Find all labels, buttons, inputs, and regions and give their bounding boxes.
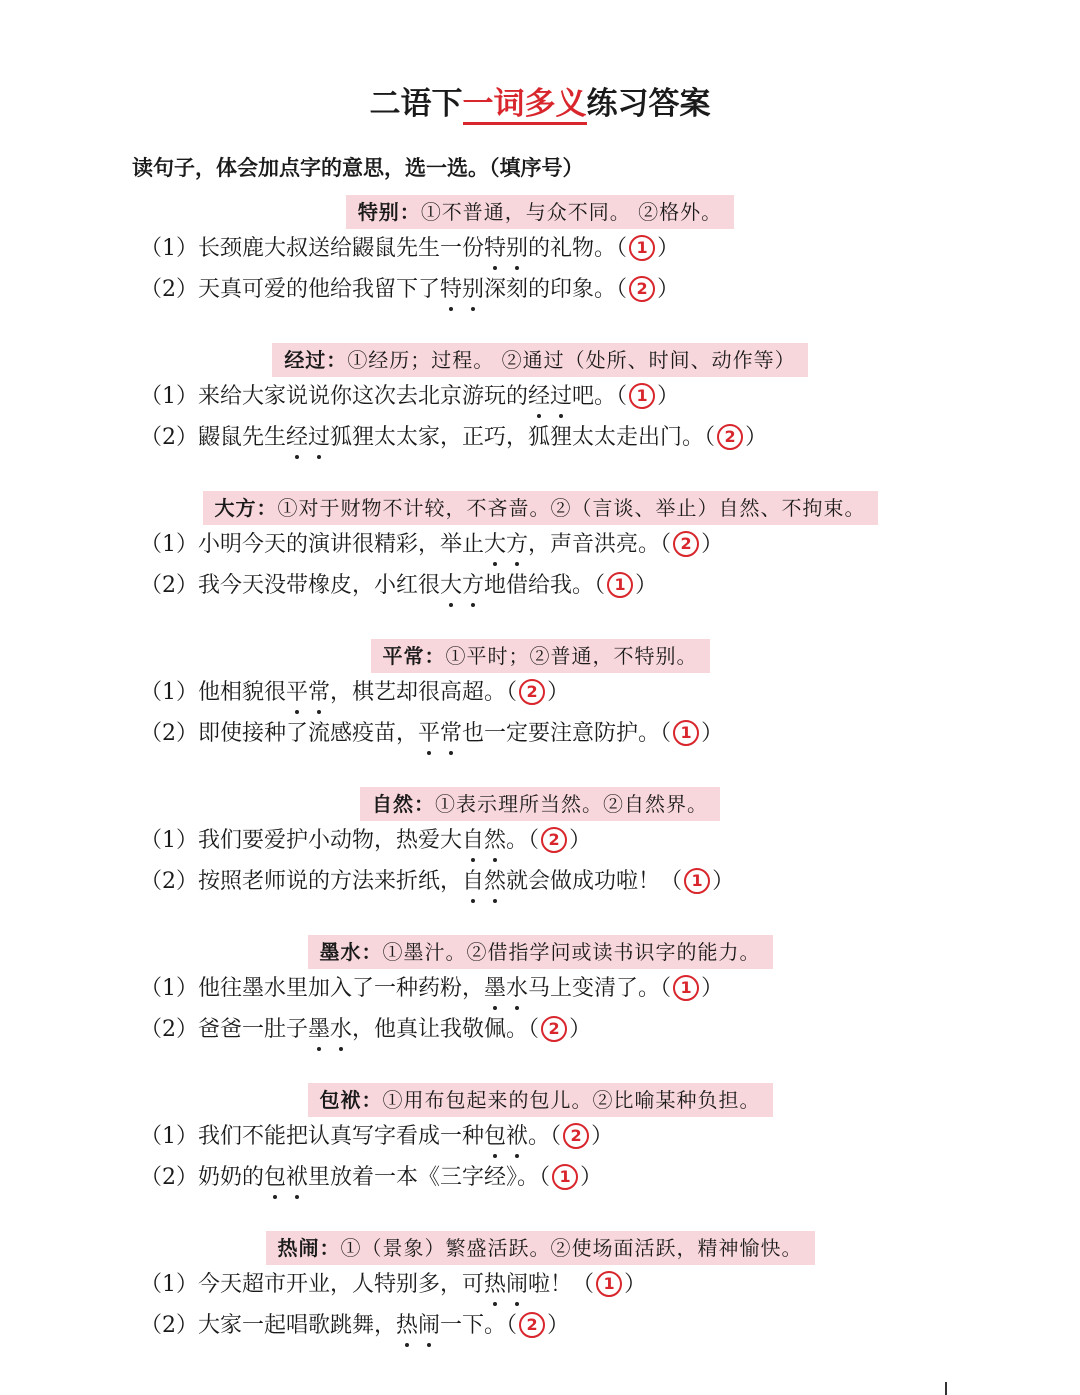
sentence-number: （1）: [140, 532, 198, 557]
sentence-text: 啦！（: [528, 1272, 595, 1297]
definition-word: 墨水：: [319, 940, 383, 964]
word-section: [0, 1083, 1080, 1190]
answer-circle: 1: [629, 383, 655, 409]
sentence-text: 。（: [506, 828, 540, 853]
answer-circle: 2: [673, 531, 699, 557]
sentence-close: ）: [569, 828, 592, 853]
word-section: [0, 195, 1080, 302]
sentence-text: 他相貌很: [198, 680, 287, 705]
sentence-row: [140, 1270, 646, 1300]
dotted-keyword: [484, 1272, 528, 1297]
sentence-number: （2）: [140, 721, 198, 746]
definition-word: 大方：: [214, 496, 278, 520]
definition-row: [0, 787, 1080, 821]
dotted-char: 平: [418, 719, 440, 749]
sentence-text: ，他真让我敬佩。（: [352, 1017, 540, 1042]
dotted-char: 然: [484, 826, 506, 856]
sentence-text: 大家一起唱歌跳舞，: [198, 1313, 397, 1338]
sentence-row: [140, 826, 591, 856]
definition-box: [308, 1083, 773, 1117]
definition-word: 包袱：: [319, 1088, 383, 1112]
sentence-row: [140, 719, 723, 749]
sentence-close: ）: [701, 532, 724, 557]
instruction: 读句子，体会加点字的意思，选一选。（填序号）: [132, 155, 584, 180]
sentence-row: [140, 678, 569, 708]
sentence-close: ）: [569, 1017, 592, 1042]
answer-circle: 1: [673, 975, 699, 1001]
sentence-row: [140, 423, 767, 453]
title-prefix: 二语下: [369, 86, 463, 122]
definition-box: [266, 1231, 815, 1265]
dotted-char: 袱: [506, 1122, 528, 1152]
sentence-text: ，棋艺却很高超。（: [330, 680, 518, 705]
sentence-text: ，声音洪亮。（: [528, 532, 672, 557]
sentence-number: （2）: [140, 425, 198, 450]
sentence-close: ）: [591, 1124, 614, 1149]
dotted-char: 大: [484, 530, 506, 560]
sentence-text: 里放着一本《三字经》。（: [308, 1165, 551, 1190]
sentence-close: ）: [635, 573, 658, 598]
sentence-row: [140, 1122, 613, 1152]
definition-word: 自然：: [372, 792, 435, 816]
definition-word: 热闹：: [277, 1236, 341, 1260]
title-suffix: 练习答案: [586, 86, 711, 122]
definition-row: [0, 195, 1080, 229]
sentence-close: ）: [657, 384, 680, 409]
definition-text: ①墨汁。②借指学问或读书识字的能力。: [382, 940, 761, 964]
definition-row: [0, 491, 1080, 525]
definition-text: ①用布包起来的包儿。②比喻某种负担。: [382, 1088, 761, 1112]
answer-circle: 1: [684, 868, 710, 894]
definition-text: ①表示理所当然。②自然界。: [435, 792, 708, 816]
dotted-char: 特: [484, 234, 506, 264]
sentence-number: （2）: [140, 277, 198, 302]
sentence-close: ）: [547, 1313, 570, 1338]
word-section: [0, 343, 1080, 450]
word-section: [0, 639, 1080, 746]
sentence-text: 就会做成功啦！（: [506, 869, 683, 894]
answer-circle: 2: [563, 1123, 589, 1149]
dotted-char: 别: [506, 234, 528, 264]
sentence-close: ）: [547, 680, 570, 705]
sentence-number: （2）: [140, 1017, 198, 1042]
dotted-keyword: [528, 384, 572, 409]
sentence-row: [140, 867, 734, 897]
dotted-keyword: [440, 277, 484, 302]
dotted-char: 热: [484, 1270, 506, 1300]
sentence-text: 小明今天的演讲很精彩，举止: [198, 532, 485, 557]
sentence-number: （2）: [140, 1165, 198, 1190]
dotted-keyword: [462, 869, 506, 894]
definition-row: [0, 343, 1080, 377]
word-section: [0, 787, 1080, 894]
dotted-char: 包: [484, 1122, 506, 1152]
sentence-text: 按照老师说的方法来折纸，: [198, 869, 463, 894]
word-section: [0, 935, 1080, 1042]
page-title: [0, 78, 1080, 123]
sentence-row: [140, 974, 723, 1004]
definition-row: [0, 1231, 1080, 1265]
sentence-text: 我今天没带橡皮，小红很: [198, 573, 441, 598]
dotted-keyword: [484, 236, 528, 261]
dotted-char: 闹: [506, 1270, 528, 1300]
sentence-text: 的礼物。（: [528, 236, 628, 261]
sentence-text: 深刻的印象。（: [484, 277, 628, 302]
answer-circle: 2: [717, 424, 743, 450]
dotted-keyword: [462, 828, 506, 853]
dotted-keyword: [286, 425, 330, 450]
definition-box: [360, 787, 720, 821]
sentence-text: 。（: [528, 1124, 562, 1149]
sentence-number: （2）: [140, 1313, 198, 1338]
dotted-char: 过: [308, 423, 330, 453]
sentence-text: 狐狸太太家，正巧，狐狸太太走出门。（: [330, 425, 716, 450]
sentence-text: 马上变清了。（: [528, 976, 672, 1001]
title-highlight: 一词多义: [463, 86, 587, 125]
sentence-text: 我们不能把认真写字看成一种: [198, 1124, 485, 1149]
dotted-char: 自: [462, 867, 484, 897]
definition-word: 经过：: [284, 348, 348, 372]
dotted-keyword: [484, 532, 528, 557]
sentence-number: （1）: [140, 384, 198, 409]
sentence-text: 一下。（: [440, 1313, 518, 1338]
dotted-char: 方: [506, 530, 528, 560]
dotted-char: 大: [440, 571, 462, 601]
sentence-text: 鼹鼠先生: [198, 425, 287, 450]
word-section: [0, 1231, 1080, 1338]
sentence-number: （1）: [140, 680, 198, 705]
dotted-keyword: [264, 1165, 308, 1190]
definition-word: 特别：: [357, 200, 421, 224]
dotted-char: 平: [286, 678, 308, 708]
answer-circle: 1: [596, 1271, 622, 1297]
definition-box: [272, 343, 807, 377]
answer-circle: 2: [541, 827, 567, 853]
sentence-text: 即使接种了流感疫苗，: [198, 721, 419, 746]
sentence-number: （1）: [140, 236, 198, 261]
sentence-number: （2）: [140, 573, 198, 598]
dotted-char: 袱: [286, 1163, 308, 1193]
word-section: [0, 491, 1080, 598]
dotted-char: 水: [330, 1015, 352, 1045]
dotted-keyword: [484, 1124, 528, 1149]
dotted-keyword: [286, 680, 330, 705]
dotted-char: 包: [264, 1163, 286, 1193]
sentence-number: （1）: [140, 1272, 198, 1297]
sentence-text: 奶奶的: [198, 1165, 265, 1190]
sentence-text: 长颈鹿大叔送给鼹鼠先生一份: [198, 236, 485, 261]
dotted-char: 热: [396, 1311, 418, 1341]
answer-circle: 1: [629, 235, 655, 261]
dotted-char: 然: [484, 867, 506, 897]
sentence-row: [140, 382, 679, 412]
sentence-close: ）: [657, 277, 680, 302]
sentence-row: [140, 530, 723, 560]
definition-text: ①（景象）繁盛活跃。②使场面活跃，精神愉快。: [340, 1236, 803, 1260]
dotted-keyword: [308, 1017, 352, 1042]
sentence-row: [140, 571, 657, 601]
answer-circle: 1: [552, 1164, 578, 1190]
sentence-number: （2）: [140, 869, 198, 894]
definition-box: [308, 935, 773, 969]
sentence-close: ）: [580, 1165, 603, 1190]
sentence-text: 爸爸一肚子: [198, 1017, 309, 1042]
dotted-keyword: [484, 976, 528, 1001]
sentence-close: ）: [701, 721, 724, 746]
dotted-char: 经: [528, 382, 550, 412]
dotted-char: 墨: [484, 974, 506, 1004]
dotted-char: 特: [440, 275, 462, 305]
sentence-row: [140, 275, 679, 305]
sentence-text: 也一定要注意防护。（: [462, 721, 672, 746]
dotted-keyword: [440, 573, 484, 598]
dotted-char: 闹: [418, 1311, 440, 1341]
definition-row: [0, 935, 1080, 969]
sentence-row: [140, 1163, 602, 1193]
sentence-text: 吧。（: [572, 384, 628, 409]
sentence-close: ）: [701, 976, 724, 1001]
sentence-close: ）: [712, 869, 735, 894]
definition-text: ①经历；过程。 ②通过（处所、时间、动作等）: [347, 348, 796, 372]
page-edge-mark: [945, 1382, 947, 1395]
answer-circle: 2: [541, 1016, 567, 1042]
dotted-keyword: [396, 1313, 440, 1338]
sentence-text: 来给大家说说你这次去北京游玩的: [198, 384, 529, 409]
sentence-row: [140, 1311, 569, 1341]
definition-word: 平常：: [382, 644, 446, 668]
dotted-char: 过: [550, 382, 572, 412]
dotted-char: 经: [286, 423, 308, 453]
answer-circle: 2: [519, 1312, 545, 1338]
sentence-row: [140, 234, 679, 264]
sentence-close: ）: [624, 1272, 647, 1297]
sentence-row: [140, 1015, 591, 1045]
sentence-text: 他往墨水里加入了一种药粉，: [198, 976, 485, 1001]
dotted-char: 水: [506, 974, 528, 1004]
dotted-keyword: [418, 721, 462, 746]
sentence-text: 我们要爱护小动物，热爱大: [198, 828, 463, 853]
answer-circle: 1: [673, 720, 699, 746]
dotted-char: 别: [462, 275, 484, 305]
sentence-text: 今天超市开业，人特别多，可: [198, 1272, 485, 1297]
definition-box: [346, 195, 734, 229]
dotted-char: 自: [462, 826, 484, 856]
sentence-close: ）: [745, 425, 768, 450]
answer-circle: 2: [519, 679, 545, 705]
definition-text: ①对于财物不计较，不吝啬。②（言谈、举止）自然、不拘束。: [277, 496, 866, 520]
definition-box: [371, 639, 710, 673]
answer-circle: 2: [629, 276, 655, 302]
dotted-char: 方: [462, 571, 484, 601]
definition-text: ①不普通，与众不同。 ②格外。: [420, 200, 723, 224]
definition-text: ①平时；②普通，不特别。: [445, 644, 698, 668]
sentence-number: （1）: [140, 976, 198, 1001]
dotted-char: 墨: [308, 1015, 330, 1045]
dotted-char: 常: [308, 678, 330, 708]
dotted-char: 常: [440, 719, 462, 749]
sentence-text: 地借给我。（: [484, 573, 606, 598]
sentence-close: ）: [657, 236, 680, 261]
definition-box: [203, 491, 878, 525]
sentence-number: （1）: [140, 1124, 198, 1149]
sentence-text: 天真可爱的他给我留下了: [198, 277, 441, 302]
definition-row: [0, 639, 1080, 673]
definition-row: [0, 1083, 1080, 1117]
answer-circle: 1: [607, 572, 633, 598]
sentence-number: （1）: [140, 828, 198, 853]
